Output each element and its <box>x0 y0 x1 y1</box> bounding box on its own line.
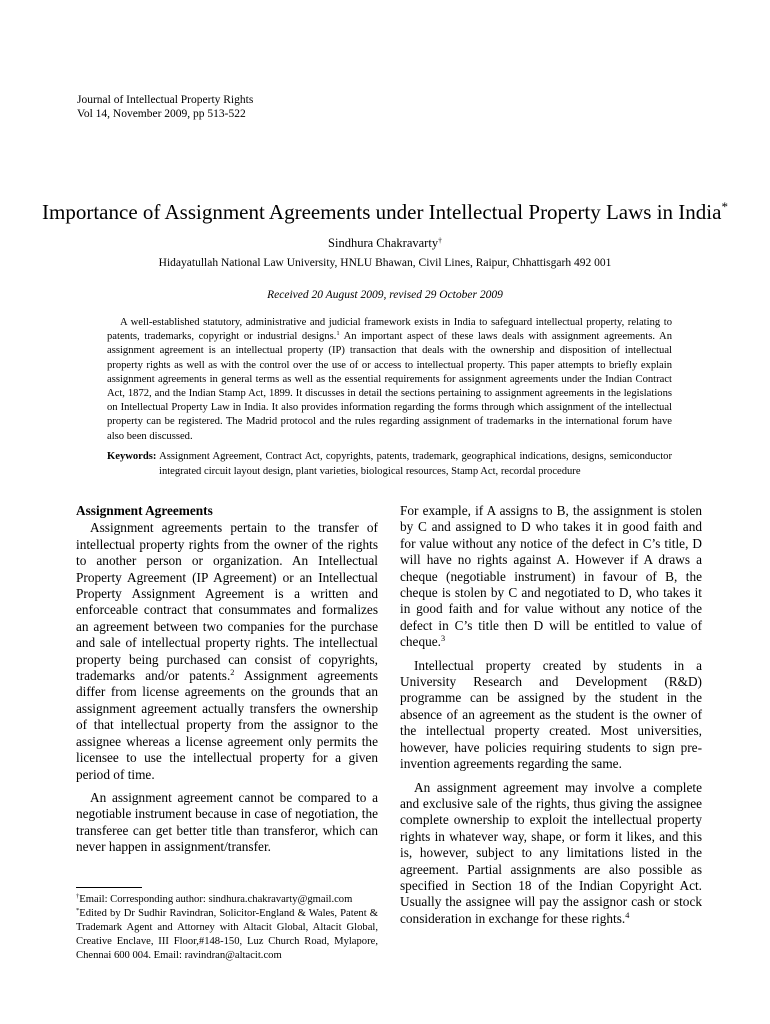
footnote-divider <box>76 887 142 888</box>
journal-citation <box>77 93 253 121</box>
paragraph: Intellectual property created by students in a University Research and Development (R&D) programme can be assigned by the student in the absence of an agreement as the student is the owner of the intellectual property created. Most universities, however, have policies requiring students to sign pre-invention agreements regarding the same. <box>400 657 702 772</box>
footnote-mark: † <box>76 893 80 901</box>
author-name: Sindhura Chakravarty <box>328 236 439 250</box>
paragraph: An assignment agreement cannot be compared to a negotiable instrument because in case of negotiation, the transferee can get better title than transferor, which can never happen in assignment/transfer. <box>76 789 378 855</box>
footnote <box>76 907 378 963</box>
paper-title <box>30 198 740 226</box>
footnotes <box>76 893 378 963</box>
footnote-text: Edited by Dr Sudhir Ravindran, Solicitor-England & Wales, Patent & Trademark Agent and Attorney with Altacit Global, Altacit Global, Creative Enclave, III Floor,#148-150, Luz Church Road, Mylapore, Chennai 600 004. Email: ravindran@altacit.com <box>76 908 378 961</box>
abstract-text-1: A well-established statutory, administrative and judicial framework exists in India to safeguard intellectual property, relating to patents, trademarks, copyright or industrial designs. <box>107 317 672 343</box>
citation-ref: 2 <box>230 668 235 678</box>
received-dates: Received 20 August 2009, revised 29 October 2009 <box>267 289 503 301</box>
abstract-ref: 1 <box>336 330 340 338</box>
abstract <box>107 316 672 444</box>
citation-ref: 3 <box>440 634 446 644</box>
citation-ref: 4 <box>625 910 630 920</box>
section-heading: Assignment Agreements <box>76 503 213 518</box>
author-footnote-mark: † <box>438 235 442 245</box>
affiliation: Hidayatullah National Law University, HNLU Bhawan, Civil Lines, Raipur, Chhattisgarh 492 001 <box>158 257 612 269</box>
paragraph-text: An assignment agreement may involve a complete and exclusive sale of the rights, thus giving the assignee complete ownership to exploit the intellectual property rights in whatever way, shape, or form it likes, and this is, however, subject to any limitations listed in the agreement. Partial assignments are also possible as specified in Section 18 of the Indian Copyright Act. Usually the assignee will pay the assignor cash or stock consideration in exchange for these rights. <box>400 779 702 926</box>
paragraph <box>400 503 702 651</box>
left-column <box>76 503 378 856</box>
author <box>30 236 740 251</box>
paragraph <box>400 780 702 928</box>
paragraph <box>76 520 378 783</box>
footnote-text: Email: Corresponding author: sindhura.chakravarty@gmail.com <box>79 894 353 905</box>
keywords-list: Assignment Agreement, Contract Act, copyrights, patents, trademark, geographical indications, designs, semiconductor integrated circuit layout design, plant varieties, biological resources, Stamp Act, recordal procedure <box>156 451 672 477</box>
paper-title-text: Importance of Assignment Agreements under Intellectual Property Laws in India <box>42 200 722 224</box>
keywords-label: Keywords: <box>107 451 157 462</box>
keywords <box>107 450 672 479</box>
paragraph-text: Assignment agreements pertain to the transfer of intellectual property rights from the owner of the rights to another person or organization. An Intellectual Property Agreement (IP Agreement) or an Intellectual Property Assignment Agreement is a written and enforceable contract that consummates and formalizes an agreement between two companies for the purchase and sale of intellectual property rights. The intellectual property being purchased can consist of copyrights, trademarks and/or patents. <box>76 520 378 684</box>
paragraph-text: Assignment agreements differ from license agreements on the grounds that an assignment agreement actually transfers the ownership of that intellectual property from the assignor to the assignee whereas a license agreement only permits the licensee to use the intellectual property for a given period of time. <box>76 668 378 782</box>
right-column <box>400 503 702 927</box>
paragraph-text: For example, if A assigns to B, the assignment is stolen by C and assigned to D who takes it in good faith and for value without any notice of the defect in C’s title, D will have no rights against A. However if A draws a cheque (negotiable instrument) in favour of B, the cheque is stolen by C and negotiated to D, who takes it in good faith and for value without any notice of the defect in C’s title then D will be entitled to value of cheque. <box>400 503 702 650</box>
journal-name: Journal of Intellectual Property Rights <box>77 94 254 106</box>
footnote-mark: * <box>76 907 80 915</box>
abstract-text-2: An important aspect of these laws deals with assignment agreements. An assignment agreement is an intellectual property (IP) transaction that deals with the ownership and disposition of intellectual property rights as well as with the control over the use of or access to intellectual property. This paper attempts to briefly explain assignment agreements in general terms as well as the essential requirements for assignment agreements under the Indian Contract Act, 1872, and the Indian Stamp Act, 1899. It discusses in detail the sections pertaining to assignment agreements in the legislations on Intellectual Property Law in India. It also provides information regarding the forms through which assignment of the intellectual property can be registered. The Madrid protocol and the rules regarding assignment of trademarks in the international forum have also been discussed. <box>107 331 672 442</box>
footnote <box>76 893 378 907</box>
title-footnote-mark: * <box>721 199 728 215</box>
journal-volume: Vol 14, November 2009, pp 513-522 <box>77 108 246 120</box>
